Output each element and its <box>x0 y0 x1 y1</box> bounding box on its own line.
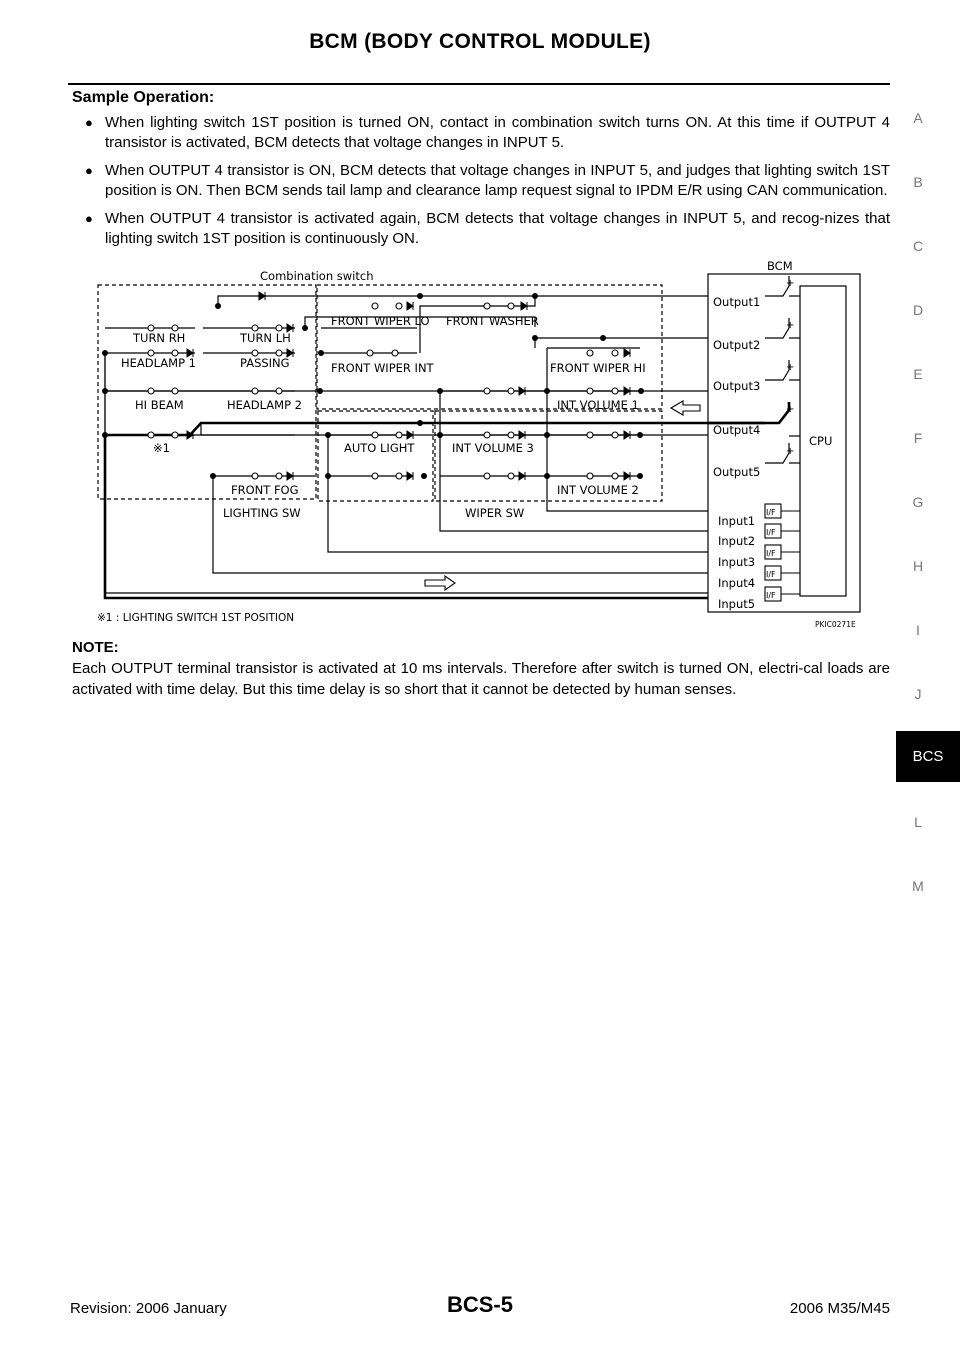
auto-light-label: AUTO LIGHT <box>344 441 415 455</box>
combination-switch-diagram <box>95 258 865 630</box>
combination-switch-label: Combination switch <box>260 269 374 283</box>
interface-label: I/F <box>766 549 776 558</box>
input1-label: Input1 <box>718 514 756 528</box>
side-index-h[interactable]: H <box>912 558 924 574</box>
title-divider <box>68 83 890 85</box>
side-index-f[interactable]: F <box>913 430 923 446</box>
bullet-list <box>72 113 890 257</box>
plus-sign: + <box>786 320 795 331</box>
side-index-i[interactable]: I <box>916 622 920 638</box>
bullet-text: When lighting switch 1ST position is turned ON, contact in combination switch turns ON. At this time if OUTPUT 4 transistor is activated, BCM detects that voltage changes in INPUT 5. <box>105 114 890 151</box>
turn-lh-label: TURN LH <box>240 331 291 345</box>
bullet-dot-icon: ● <box>85 163 93 178</box>
interface-label: I/F <box>766 591 776 600</box>
interface-label: I/F <box>766 508 776 517</box>
output5-label: Output5 <box>713 465 761 479</box>
interface-label: I/F <box>766 528 776 537</box>
bullet-dot-icon: ● <box>85 115 93 130</box>
page-title: BCM (BODY CONTROL MODULE) <box>309 30 651 53</box>
plus-sign: + <box>786 362 795 373</box>
circuit-diagram <box>95 258 865 630</box>
hi-beam-label: HI BEAM <box>135 398 184 412</box>
front-wiper-hi-label: FRONT WIPER HI <box>550 361 646 375</box>
side-index-d[interactable]: D <box>912 302 924 318</box>
input3-label: Input3 <box>718 555 756 569</box>
plus-sign: + <box>786 404 795 415</box>
lighting-sw-label: LIGHTING SW <box>223 506 301 520</box>
output2-label: Output2 <box>713 338 761 352</box>
footer-page-number: BCS-5 <box>446 1292 513 1317</box>
passing-label: PASSING <box>240 356 290 370</box>
int-volume1-label: INT VOLUME 1 <box>557 398 639 412</box>
figure-code: PKIC0271E <box>815 620 856 629</box>
front-washer-label: FRONT WASHER <box>446 314 539 328</box>
int-volume3-label: INT VOLUME 3 <box>452 441 534 455</box>
side-index <box>896 0 960 1358</box>
diagram-footnote: ※1 : LIGHTING SWITCH 1ST POSITION <box>97 612 295 624</box>
side-index-c[interactable]: C <box>912 238 924 254</box>
note-heading: NOTE: <box>72 639 119 656</box>
side-index-a[interactable]: A <box>913 110 923 126</box>
wiper-sw-label: WIPER SW <box>465 506 525 520</box>
input5-label: Input5 <box>718 597 756 611</box>
bcm-label: BCM <box>767 259 793 273</box>
int-volume2-label: INT VOLUME 2 <box>557 483 639 497</box>
bullet-dot-icon: ● <box>85 211 93 226</box>
right-arrow-icon <box>425 576 455 590</box>
side-index-g[interactable]: G <box>912 494 924 510</box>
combination-switch-box <box>98 285 316 499</box>
headlamp2-label: HEADLAMP 2 <box>227 398 303 412</box>
footer-model: 2006 M35/M45 <box>789 1300 890 1317</box>
side-index-l[interactable]: L <box>914 814 922 830</box>
section-heading: Sample Operation: <box>72 89 215 106</box>
output3-label: Output3 <box>713 379 761 393</box>
cpu-label: CPU <box>809 434 833 448</box>
front-wiper-int-label: FRONT WIPER INT <box>331 361 434 375</box>
side-tab-bcs[interactable]: BCS <box>896 731 960 782</box>
side-index-b[interactable]: B <box>913 174 923 190</box>
headlamp1-label: HEADLAMP 1 <box>121 356 197 370</box>
output1-label: Output1 <box>713 295 761 309</box>
bullet-text: When OUTPUT 4 transistor is ON, BCM detects that voltage changes in INPUT 5, and judges that lighting switch 1ST position is ON. Then BCM sends tail lamp and clearance lamp request signal to IPDM E/R using CAN communication. <box>105 162 890 199</box>
note-body: Each OUTPUT terminal transistor is activated at 10 ms intervals. Therefore after switch is turned ON, electri-cal loads are activated with time delay. But this time delay is so short that it cannot be detected by human senses. <box>72 660 890 698</box>
side-index-j[interactable]: J <box>914 686 922 702</box>
input2-label: Input2 <box>718 534 756 548</box>
left-arrow-icon <box>671 401 700 415</box>
input4-label: Input4 <box>718 576 756 590</box>
output4-label: Output4 <box>713 423 761 437</box>
front-wiper-lo-label: FRONT WIPER LO <box>331 314 430 328</box>
bullet-item <box>72 161 890 201</box>
bullet-item <box>72 113 890 153</box>
interface-label: I/F <box>766 570 776 579</box>
bullet-item <box>72 209 890 249</box>
side-index-e[interactable]: E <box>913 366 923 382</box>
plus-sign: + <box>786 278 795 289</box>
side-index-m[interactable]: M <box>912 878 924 894</box>
auto-light-box <box>318 411 433 501</box>
front-fog-label: FRONT FOG <box>231 483 299 497</box>
bullet-text: When OUTPUT 4 transistor is activated again, BCM detects that voltage changes in INPUT 5, and recog-nizes that lighting switch 1ST position is continuously ON. <box>105 210 890 247</box>
turn-rh-label: TURN RH <box>133 331 186 345</box>
footer-revision: Revision: 2006 January <box>70 1300 227 1317</box>
plus-sign: + <box>786 446 795 457</box>
ref1-label: ※1 <box>153 441 170 455</box>
